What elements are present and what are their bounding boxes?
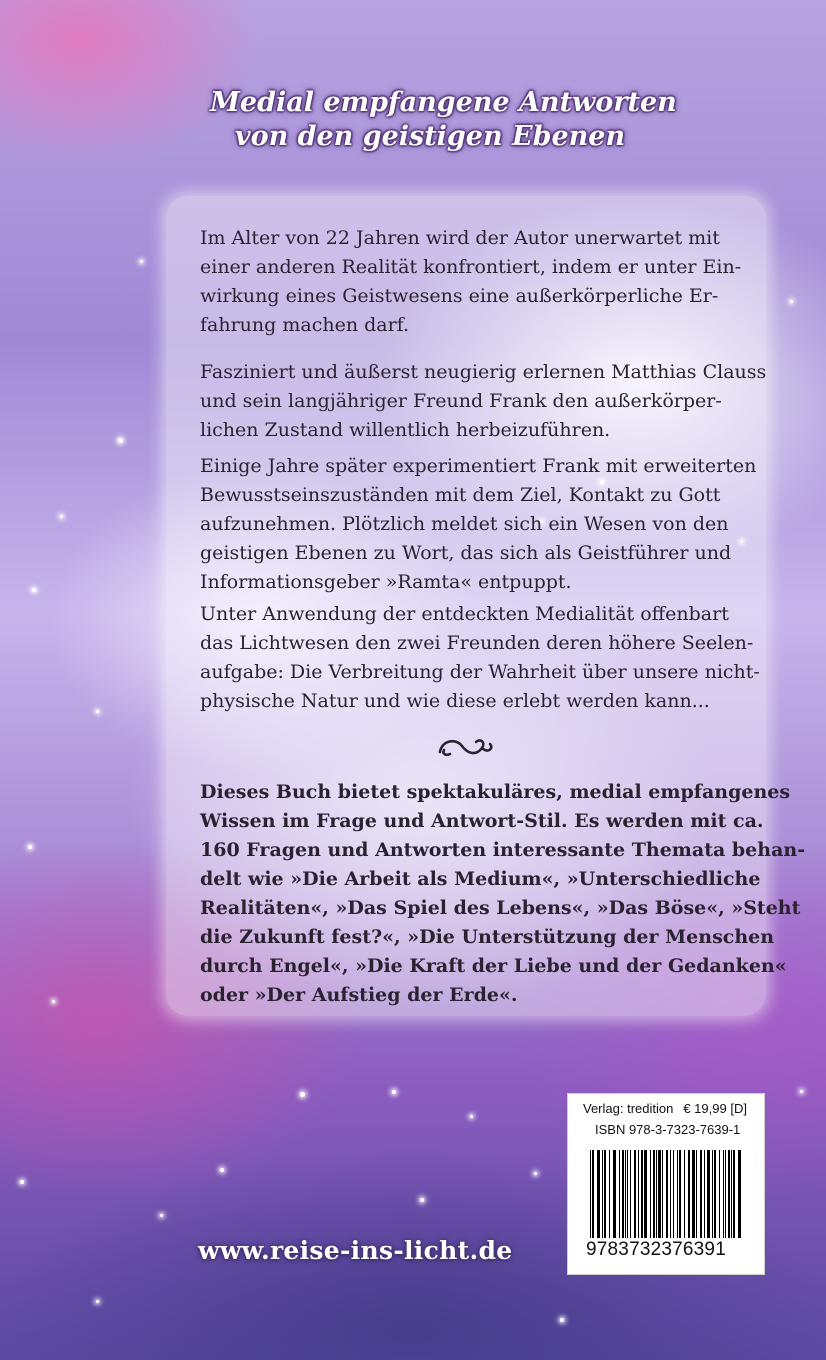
star	[420, 1198, 424, 1202]
description-paragraph	[200, 358, 767, 445]
description-paragraph	[200, 452, 757, 597]
star	[96, 1300, 99, 1303]
star	[140, 260, 143, 263]
star	[392, 1090, 396, 1094]
star	[96, 710, 99, 713]
publisher-text: Verlag: tredition	[583, 1101, 674, 1116]
barcode-bars	[590, 1150, 744, 1238]
paragraph-line: fahrung machen darf.	[200, 314, 410, 336]
summary-line: die Zukunft fest?«, »Die Unterstützung der Menschen	[200, 926, 775, 948]
star	[300, 1092, 305, 1097]
publisher-price-row	[583, 1101, 747, 1116]
star	[560, 1318, 564, 1322]
summary-line: 160 Fragen und Antworten interessante Themata behan-	[200, 839, 806, 861]
paragraph-line: wirkung eines Geistwesens eine außerkörperliche Er-	[200, 285, 719, 307]
barcode-label	[567, 1093, 765, 1275]
summary-paragraph	[200, 778, 806, 1010]
paragraph-line: und sein langjähriger Freund Frank den außerkörper-	[200, 390, 722, 412]
star	[60, 515, 63, 518]
star	[52, 1000, 55, 1003]
headline-line: von den geistigen Ebenen	[234, 121, 626, 152]
barcode-digits: 9783732376391	[586, 1239, 726, 1260]
description-paragraph	[200, 224, 742, 340]
paragraph-line: Unter Anwendung der entdeckten Medialität offenbart	[200, 603, 729, 625]
price-text: € 19,99 [D]	[683, 1101, 747, 1116]
paragraph-line: Im Alter von 22 Jahren wird der Autor unerwartet mit	[200, 227, 720, 249]
star	[160, 1214, 163, 1217]
paragraph-line: aufzunehmen. Plötzlich meldet sich ein Wesen von den	[200, 513, 729, 535]
star	[790, 300, 793, 303]
star	[118, 438, 123, 443]
star	[470, 1115, 473, 1118]
paragraph-line: physische Natur und wie diese erlebt werden kann...	[200, 690, 710, 712]
star	[32, 588, 36, 592]
headline-line: Medial empfangene Antworten	[210, 87, 677, 118]
paragraph-line: geistigen Ebenen zu Wort, das sich als Geistführer und	[200, 542, 732, 564]
paragraph-line: einer anderen Realität konfrontiert, indem er unter Ein-	[200, 256, 742, 278]
paragraph-line: Einige Jahre später experimentiert Frank mit erweiterten	[200, 455, 757, 477]
paragraph-line: aufgabe: Die Verbreitung der Wahrheit über unsere nicht-	[200, 661, 760, 683]
isbn-text: ISBN 978-3-7323-7639-1	[595, 1122, 741, 1137]
star	[534, 1172, 537, 1175]
summary-line: Dieses Buch bietet spektakuläres, medial empfangenes	[200, 781, 791, 803]
summary-line: delt wie »Die Arbeit als Medium«, »Unterschiedliche	[200, 868, 761, 890]
star	[28, 845, 32, 849]
summary-line: Wissen im Frage und Antwort-Stil. Es werden mit ca.	[200, 810, 764, 832]
star	[800, 1090, 803, 1093]
summary-line: Realitäten«, »Das Spiel des Lebens«, »Das Böse«, »Steht	[200, 897, 801, 919]
swirl-ornament-icon	[436, 732, 496, 762]
paragraph-line: Bewusstseinszuständen mit dem Ziel, Kontakt zu Gott	[200, 484, 721, 506]
description-paragraph	[200, 600, 760, 716]
paragraph-line: Fasziniert und äußerst neugierig erlernen Matthias Clauss	[200, 361, 767, 383]
paragraph-line: das Lichtwesen den zwei Freunden deren höhere Seelen-	[200, 632, 754, 654]
paragraph-line: Informationsgeber »Ramta« entpuppt.	[200, 571, 572, 593]
website-url[interactable]: www.reise-ins-licht.de	[198, 1236, 513, 1265]
summary-line: oder »Der Aufstieg der Erde«.	[200, 984, 518, 1006]
headline	[210, 86, 677, 154]
summary-line: durch Engel«, »Die Kraft der Liebe und der Gedanken«	[200, 955, 787, 977]
star	[20, 1180, 24, 1184]
paragraph-line: lichen Zustand willentlich herbeizuführen.	[200, 419, 611, 441]
star	[220, 1168, 224, 1172]
